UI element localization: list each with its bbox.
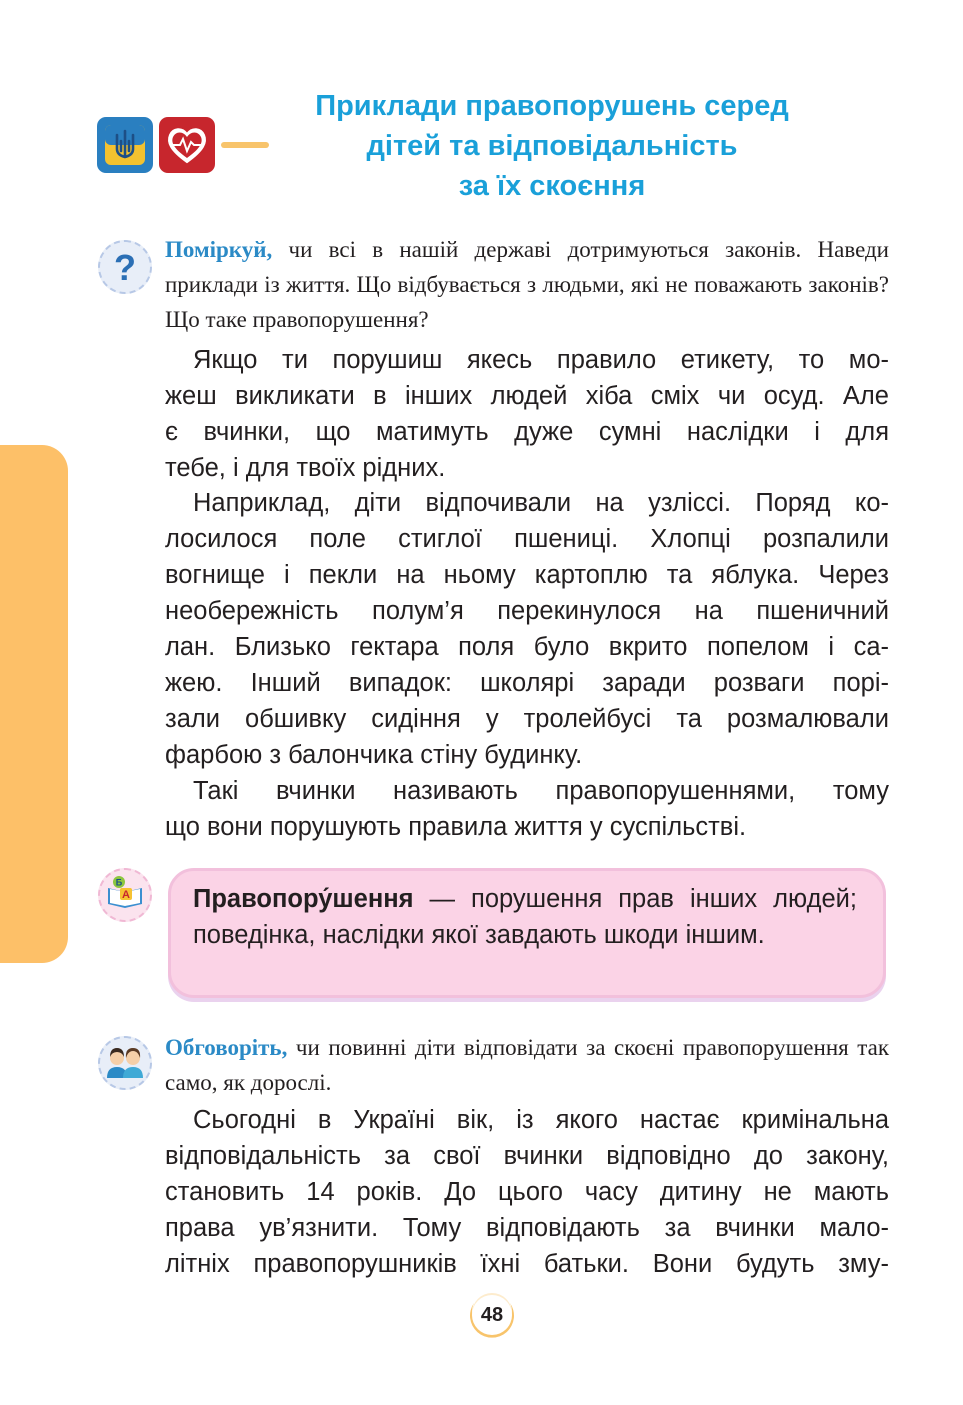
- paragraph-line: зали обшивку сидіння у тролейбусі та розмалювали: [165, 705, 889, 733]
- question-icon: [98, 240, 152, 294]
- page-title: [262, 86, 842, 206]
- children-icon: [98, 1036, 152, 1090]
- side-tab: [0, 445, 68, 963]
- paragraph-line: жею. Інший випадок: школярі заради розваги порі-: [165, 669, 889, 697]
- paragraph-line: необережність полум’я перекинулося на пшеничний: [165, 597, 889, 625]
- paragraph-line: є вчинки, що матимуть дуже сумні наслідки і для: [165, 418, 889, 446]
- header-icons: [97, 117, 269, 173]
- heart-pulse-icon: [159, 117, 215, 173]
- paragraph-line: фарбою з балончика стіну будинку.: [165, 741, 583, 769]
- svg-text:?: ?: [114, 247, 136, 288]
- definition-body: — порушення прав інших людей; поведінка, наслідки якої завдають шкоди іншим.: [193, 885, 857, 949]
- paragraph-line: що вони порушують правила життя у суспільстві.: [165, 813, 747, 841]
- paragraph-line: лан. Близько гектара поля було вкрито попелом і са-: [165, 633, 889, 661]
- page-number-badge: [464, 1287, 520, 1343]
- think-task: [165, 232, 889, 337]
- paragraph: [165, 773, 889, 845]
- paragraph-line: становить 14 років. До цього часу дитину не мають: [165, 1178, 889, 1206]
- paragraph-line: відповідальність за свої вчинки відповідно до закону,: [165, 1142, 889, 1170]
- title-line: дітей та відповідальність: [366, 130, 738, 162]
- paragraph: [165, 342, 889, 486]
- paragraph-line: Сьогодні в Україні вік, із якого настає кримінальна: [193, 1106, 889, 1134]
- paragraph-line: вогнище і пекли на ньому картоплю та яблука. Через: [165, 561, 889, 589]
- trident-icon: [97, 117, 153, 173]
- svg-text:А: А: [122, 889, 130, 901]
- definition-term: Правопору́шення: [193, 885, 414, 913]
- paragraph-line: лосилося поле стиглої пшениці. Хлопці розпалили: [165, 525, 889, 553]
- title-line: Приклади правопорушень серед: [315, 90, 789, 122]
- paragraph-line: тебе, і для твоїх рідних.: [165, 454, 446, 482]
- discuss-task-text: чи повинні діти відповідати за скоєні правопорушення так само, як дорослі.: [165, 1035, 889, 1095]
- paragraph: [165, 485, 889, 773]
- paragraph-line: права ув’язнити. Тому відповідають за вчинки мало-: [165, 1214, 889, 1242]
- definition-text: [193, 881, 857, 953]
- paragraph-line: Якщо ти порушиш якесь правило етикету, то мо-: [193, 346, 889, 374]
- think-task-lead: Поміркуй,: [165, 237, 273, 262]
- paragraph-line: Такі вчинки називають правопорушеннями, тому: [193, 777, 889, 805]
- title-line: за їх скоєння: [458, 170, 646, 202]
- discuss-task: [165, 1030, 889, 1100]
- definition-box: [168, 868, 886, 998]
- page-number: 48: [472, 1295, 512, 1335]
- paragraph-line: літніх правопорушників їхні батьки. Вони будуть зму-: [165, 1250, 889, 1278]
- discuss-task-lead: Обговоріть,: [165, 1035, 288, 1060]
- think-task-text: чи всі в нашій державі дотримуються законів. Наведи приклади із життя. Що відбувається з людьми, які не поважають законів? Що таке правопорушення?: [165, 237, 889, 332]
- paragraph-line: Наприклад, діти відпочивали на узліссі. Поряд ко-: [193, 489, 889, 517]
- paragraph-line: жеш викликати в інших людей хіба сміх чи осуд. Але: [165, 382, 889, 410]
- svg-text:Б: Б: [115, 877, 123, 888]
- paragraph: [165, 1102, 889, 1282]
- book-letters-icon: [98, 868, 152, 922]
